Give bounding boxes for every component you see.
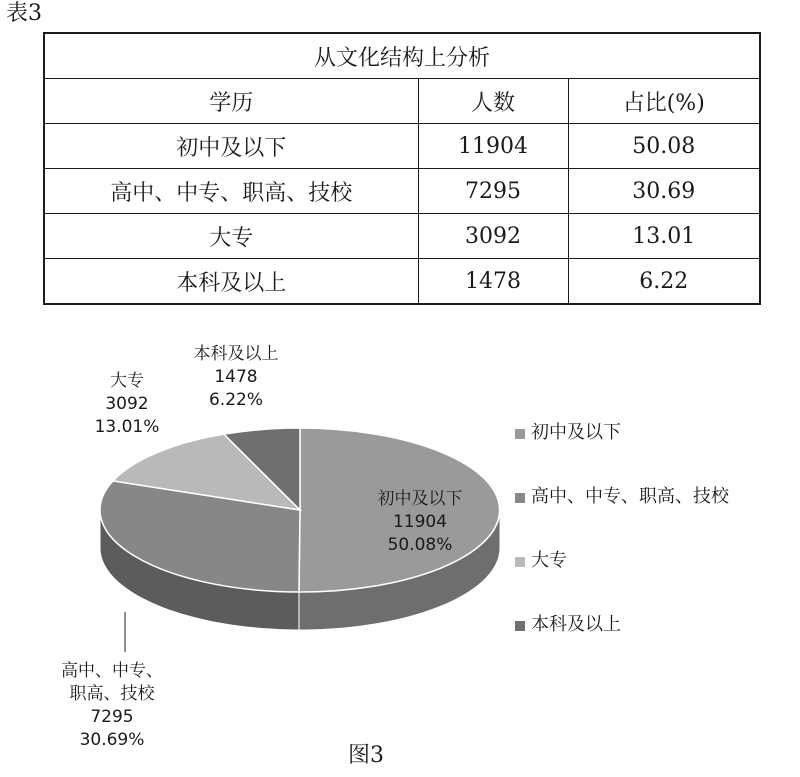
- table-row: [44, 214, 760, 259]
- slice-label-junior-college: [82, 370, 172, 439]
- slice-label-line: 6.22%: [208, 390, 263, 410]
- header-education: 学历: [44, 79, 418, 124]
- legend-label: 初中及以下: [531, 422, 621, 443]
- legend-swatch: [515, 429, 525, 439]
- table-row: [44, 259, 760, 305]
- cell-count: 11904: [418, 124, 568, 169]
- cell-education: 高中、中专、职高、技校: [44, 169, 418, 214]
- slice-label-line: 50.08%: [387, 535, 453, 555]
- cell-count: 1478: [418, 259, 568, 305]
- cell-percent: 50.08: [568, 124, 760, 169]
- slice-label-line: 职高、技校: [69, 684, 155, 704]
- cell-count: 7295: [418, 169, 568, 214]
- table-row: [44, 124, 760, 169]
- education-table: [43, 32, 761, 305]
- legend-item: [515, 420, 785, 446]
- slice-label-line: 11904: [392, 512, 448, 532]
- header-count: 人数: [418, 79, 568, 124]
- slice-label-line: 初中及以下: [377, 489, 463, 509]
- header-percent: 占比(%): [568, 79, 760, 124]
- cell-percent: 6.22: [568, 259, 760, 305]
- slice-label-junior-high: [355, 488, 485, 557]
- cell-education: 初中及以下: [44, 124, 418, 169]
- slice-label-high-school: [32, 660, 192, 752]
- cell-percent: 30.69: [568, 169, 760, 214]
- table-caption: 表3: [6, 1, 42, 26]
- table-row: [44, 169, 760, 214]
- table-title: 从文化结构上分析: [44, 33, 760, 79]
- slice-label-line: 30.69%: [79, 730, 145, 750]
- legend-swatch: [515, 493, 525, 503]
- legend-swatch: [515, 621, 525, 631]
- chart-legend: [515, 420, 785, 638]
- legend-item: [515, 484, 785, 510]
- legend-label: 高中、中专、职高、技校: [531, 486, 729, 507]
- slice-label-line: 13.01%: [94, 417, 160, 437]
- slice-label-line: 高中、中专、: [61, 661, 163, 681]
- legend-item: [515, 548, 785, 574]
- legend-label: 本科及以上: [531, 614, 621, 635]
- slice-label-line: 大专: [110, 371, 144, 391]
- slice-label-line: 本科及以上: [193, 344, 279, 364]
- legend-label: 大专: [531, 550, 567, 571]
- slice-label-bachelor: [176, 343, 296, 412]
- cell-percent: 13.01: [568, 214, 760, 259]
- slice-label-line: 1478: [214, 367, 258, 387]
- cell-education: 大专: [44, 214, 418, 259]
- cell-count: 3092: [418, 214, 568, 259]
- legend-swatch: [515, 557, 525, 567]
- slice-label-line: 7295: [90, 707, 134, 727]
- legend-item: [515, 612, 785, 638]
- cell-education: 本科及以上: [44, 259, 418, 305]
- figure-caption: 图3: [348, 743, 384, 768]
- slice-label-line: 3092: [105, 394, 149, 414]
